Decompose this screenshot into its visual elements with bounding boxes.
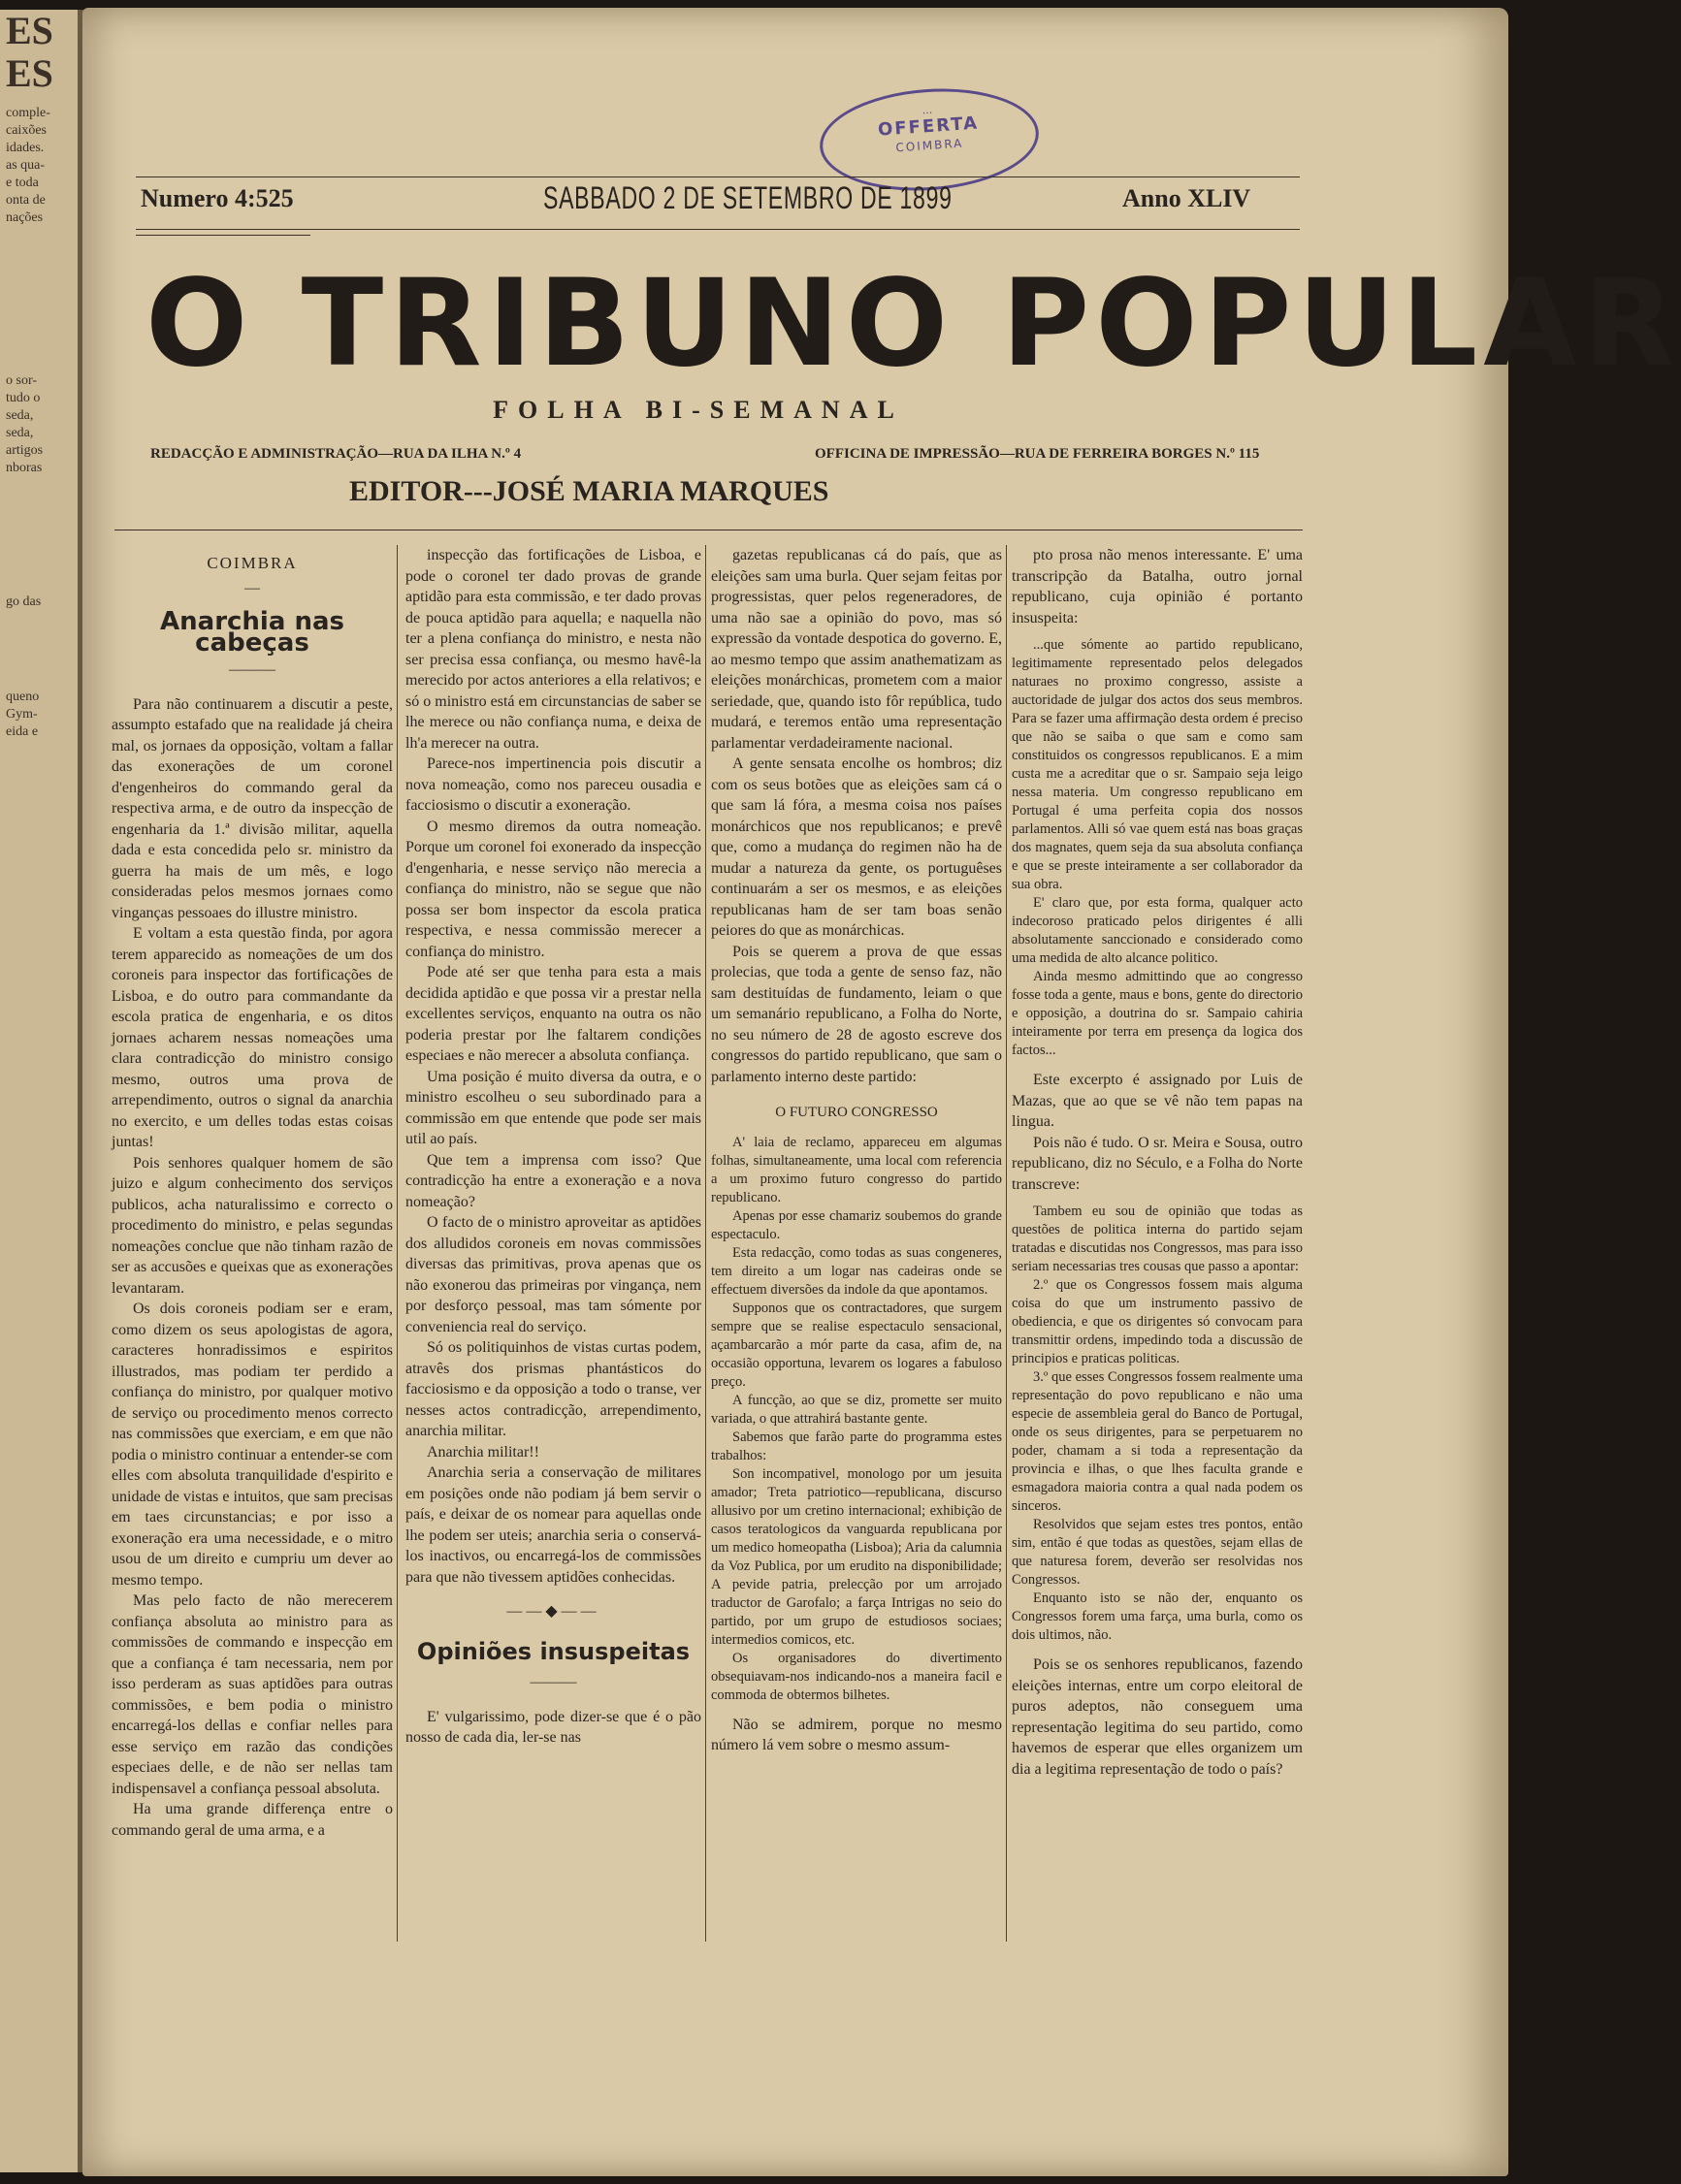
column-rule	[705, 545, 706, 1942]
paragraph: Parece-nos impertinencia pois discutir a nova nomeação, como nos pareceu ousadia e facciosismo o discutir a exoneração.	[405, 755, 701, 814]
left-page-fragment: o sor-	[6, 373, 37, 388]
paragraph: 3.º que esses Congressos fossem realmente uma representação do povo republicano e não uma especie de assembleia geral do Banco de Portugal, onde os seus dirigentes, para se perpetuarem no poder, chamam a si toda a representação da provincia e ilhas, o que lhes faculta grande e esmagadora maioria contra a qual nada podem os sinceros.	[1012, 1369, 1303, 1514]
left-page-fragment: seda,	[6, 408, 34, 423]
subheading: O FUTURO CONGRESSO	[775, 1105, 938, 1120]
quote-paragraph: Ainda mesmo admittindo que ao congresso fosse toda a gente, maus e bons, gente do directorio e opposição, a doutrina do sr. Sampaio cahiria inteiramente por terra em presença da logica dos factos...	[1012, 969, 1303, 1058]
column-3	[711, 545, 1002, 1756]
left-page-fragment: eida e	[6, 724, 39, 739]
divider: ———	[530, 1674, 577, 1690]
left-page-fragment: queno	[6, 690, 40, 704]
left-page-fragment: comple-	[6, 106, 50, 120]
left-page-fragment: e toda	[6, 176, 39, 190]
paragraph: A' laia de reclamo, appareceu em algumas folhas, simultaneamente, uma local com referencia a um proximo futuro congresso do partido republicano.	[711, 1134, 1002, 1205]
column-rule	[1006, 545, 1007, 1942]
paragraph: Pode até ser que tenha para esta a mais decidida aptidão e que possa vir a prestar nella excellentes serviços, enquanto na outra os não poderia prestar por lhe faltarem condições especiaes e não merecer a absoluta confiança.	[405, 964, 701, 1064]
paragraph: A funcção, ao que se diz, promette ser muito variada, o que attrahirá bastante gente.	[711, 1392, 1002, 1427]
section-label: COIMBRA	[207, 554, 298, 572]
column-4	[1012, 545, 1303, 1780]
column-1	[112, 545, 393, 1841]
paragraph: O facto de o ministro aproveitar as aptidões dos alludidos coroneis em novas commissões diversas das primitivas, prova apenas que os não exonerou das primeiras por vingança, nem por desforço pessoal, mas tam sómente por conveniencia real do serviço.	[405, 1214, 701, 1335]
paragraph: gazetas republicanas cá do país, que as eleições sam uma burla. Quer sejam feitas por progressistas, quer pelos regeneradores, de uma não sae a opinião do povo, mas só expressão da vontade despotica do governo. E, ao mesmo tempo que assim anathematizam as eleições monárchicas, prometem com a maior seriedade, que, quando isto fôr república, tudo mudará, e teremos então uma representação parlamentar verdadeiramente nacional.	[711, 547, 1002, 752]
divider: ———	[229, 661, 275, 678]
left-page-fragment: nações	[6, 210, 44, 225]
paragraph: Os organisadores do divertimento obsequiavam-nos indicando-nos a maneira facil e commoda de obtermos bilhetes.	[711, 1650, 1002, 1703]
left-page-fragment: Gym-	[6, 707, 38, 722]
quote-paragraph: ...que sómente ao partido republicano, legitimamente representado pelos delegados naturaes no proximo congresso, assiste a auctoridade de julgar dos actos dos seus membros. Para se fazer uma affirmação desta ordem é preciso que não se saiba o que sam e como sam constituidos os congressos republicanos. E a mim custa me a acreditar que o sr. Sampaio seja leigo nessa materia. Um congresso republicano em Portugal é uma perfeita copia dos nossos parlamentos. Alli só vae quem está nas boas graças dos magnates, quem seja da sua absoluta confiança e que se preste inteiramente a ser collaborador da sua obra.	[1012, 637, 1303, 892]
officina-address: OFFICINA DE IMPRESSÃO—RUA DE FERREIRA BORGES N.º 115	[815, 446, 1260, 462]
issue-number: Numero 4:525	[141, 184, 294, 212]
paragraph: Pois senhores qualquer homem de são juizo e algum conhecimento dos serviços publicos, acha naturalissimo e correcto o procedimento do ministro, e pelas segundas nomeações conclue que não tinham razão de ser as accusões e queixas que as exonerações levantaram.	[112, 1154, 393, 1297]
paragraph: Anarchia seria a conservação de militares em posições onde não podiam já bem servir o país, e deixar de os nomear para aquellas onde lhe podem ser uteis; anarchia seria o conservá-los inactivos, ou encarregá-los de commissões para que não tivessem aptidões conhecidas.	[405, 1464, 701, 1586]
left-page-fragment: seda,	[6, 426, 34, 440]
paragraph: Mas pelo facto de não merecerem confiança absoluta ao ministro para as commissões de commando e inspecção em que a confiança é tam necessaria, nem por isso perderam as suas aptidões para outras commissões, e bem podia o ministro encarregá-los dellas e confiar nelles para esse serviço em razão das condições especiaes delle, e de não ser nellas tam indispensavel a confiança pessoal absoluta.	[112, 1592, 393, 1797]
paragraph: Para não continuarem a discutir a peste, assumpto estafado que na realidade já cheira mal, os jornaes da opposição, voltam a fallar das exonerações de um coronel d'engenheiros do commando geral da respectiva arma, e de outro da inspecção de engenharia da 1.ª divisão militar, aquella dada e esta concedida pelo sr. ministro da guerra ha mais de um mês, e logo consideradas pelos mesmos jornaes como vinganças pessoaes do illustre ministro.	[112, 695, 393, 921]
article-headline: Anarchia nas cabeças	[160, 607, 344, 658]
paragraph: Só os politiquinhos de vistas curtas podem, atravês dos prismas phantásticos do facciosismo e da opposição a todo o transe, ver nesses actos contradicção, arrependimento, anarchia militar.	[405, 1339, 701, 1439]
left-page-fragment: artigos	[6, 443, 44, 458]
issue-date: SABBADO 2 DE SETEMBRO DE 1899	[543, 180, 953, 215]
editor-line: EDITOR---JOSÉ MARIA MARQUES	[349, 475, 829, 507]
paragraph: Enquanto isto se não der, enquanto os Congressos forem uma farça, uma burla, como os dois ultimos, não.	[1012, 1590, 1303, 1643]
paragraph: Não se admirem, porque no mesmo número lá vem sobre o mesmo assum-	[711, 1716, 1002, 1753]
paragraph: Ha uma grande differença entre o commando geral de uma arma, e a	[112, 1801, 393, 1839]
paragraph: E' vulgarissimo, pode dizer-se que é o pão nosso de cada dia, ler-se nas	[405, 1708, 701, 1746]
paragraph: 2.º que os Congressos fossem mais alguma coisa do que um instrumento passivo de obediencia, e que os dirigentes só convocam para transmittir ordens, impedindo toda a discussão de principios e praticas politicas.	[1012, 1277, 1303, 1366]
column-rule	[397, 545, 398, 1942]
quote-paragraph: E' claro que, por esta forma, qualquer acto indecoroso praticado pelos dirigentes é alli absolutamente sanccionado e considerado como uma medida de alto alcance politico.	[1012, 895, 1303, 966]
paragraph: Sabemos que farão parte do programma estes trabalhos:	[711, 1429, 1002, 1463]
paragraph: Pois não é tudo. O sr. Meira e Sousa, outro republicano, diz no Século, e a Folha do Norte transcreve:	[1012, 1134, 1303, 1193]
redaccao-address: REDACÇÃO E ADMINISTRAÇÃO—RUA DA ILHA N.º 4	[150, 446, 522, 462]
paragraph: O mesmo diremos da outra nomeação. Porque um coronel foi exonerado da inspecção d'engenharia, e nesse serviço não merecia a confiança do ministro, não se segue que não possa ser bom inspector da escola pratica respectiva, e nessa commissão merecer a confiança do ministro.	[405, 818, 701, 960]
left-page-fragment: idades.	[6, 141, 45, 155]
issue-year: Anno XLIV	[1122, 184, 1251, 212]
paragraph: A gente sensata encolhe os hombros; diz com os seus botões que as eleições sam cá o que sam lá fóra, a mesma coisa nos países monárchicos que nos republicanos; e prevê que, como a mudança do regimen não ha de mudar a natureza da gente, os portuguêses continuarám a ser os mesmos, e as eleições republicanas ham de ser tam boas senão peiores do que as monárchicas.	[711, 755, 1002, 939]
paragraph: Anarchia militar!!	[427, 1443, 539, 1461]
masthead-title: O TRIBUNO POPULAR	[145, 254, 1681, 394]
paragraph: pto prosa não menos interessante. E' uma transcripção da Batalha, outro jornal republicano, cuja opinião é portanto insuspeita:	[1012, 547, 1303, 626]
divider: —	[244, 579, 260, 596]
paragraph: Os dois coroneis podiam ser e eram, como dizem os seus apologistas de agora, caracteres honradissimos e espiritos illustrados, mas podiam ter perdido a confiança do ministro, por qualquer motivo de serviço ou procedimento menos correcto nas commissões que exerciam, e em que não podia o ministro continuar a entender-se com elles com absoluta tranquilidade d'espirito e unidade de vistas e intuitos, que sam precisas em taes circunstancias; e por isso a exoneração era uma necessidade, e o mitro usou de um direito e cumpriu um dever ao mesmo tempo.	[112, 1301, 393, 1589]
paragraph: Tambem eu sou de opinião que todas as questões de politica interna do partido sejam tratadas e discutidas nos Congressos, mas para isso seriam necessarias tres cousas que passo a apontar:	[1012, 1204, 1303, 1274]
left-page-fragment: go das	[6, 594, 42, 609]
paragraph: Pois se querem a prova de que essas prolecias, que toda a gente de senso faz, não sam destituídas de fundamento, leiam o que um semanário republicano, a Folha do Norte, no seu número de 28 de agosto escreve dos congressos do partido republicano, que sam o parlamento interno deste partido:	[711, 943, 1002, 1085]
paragraph: Uma posição é muito diversa da outra, e o ministro escolheu o seu subordinado para a commissão em que entende que pode ser mais util ao país.	[405, 1068, 701, 1147]
stamp-bottom-text: COIMBRA	[894, 136, 964, 155]
header-rule-bottom-left	[136, 235, 310, 236]
paragraph: Supponos que os contractadores, que surgem sempre que se realise espectaculo sensacional, açambarcarão a mór parte da casa, afim de, na occasião opportuna, levarem os logares a fabuloso preço.	[711, 1300, 1002, 1390]
paragraph: Pois se os senhores republicanos, fazendo eleições internas, entre um corpo eleitoral de puros adeptos, não conseguem uma representação legitima do seu partido, como havemos de esperar que elles organizem um dia a legitima representação de todo o país?	[1012, 1656, 1303, 1778]
masthead-subtitle: FOLHA BI-SEMANAL	[493, 396, 904, 424]
column-2	[405, 545, 701, 1749]
paragraph: Este excerpto é assignado por Luis de Mazas, que ao que se vê não tem papas na lingua.	[1012, 1072, 1303, 1130]
header-rule-bottom	[136, 229, 1300, 230]
left-page-fragment: caixões	[6, 123, 47, 138]
stamp-top-text: ...	[921, 103, 933, 117]
left-page-fragment: ES	[6, 51, 53, 95]
paragraph: Apenas por esse chamariz soubemos do grande espectaculo.	[711, 1207, 1002, 1242]
ornament-divider: ——◆——	[506, 1603, 600, 1620]
paragraph: Esta redacção, como todas as suas congeneres, tem direito a um logar nas cadeiras onde se effectuem diversões da indole da que apontamos.	[711, 1244, 1002, 1298]
left-page-fragment: nboras	[6, 461, 43, 475]
adjacent-page-fragment	[0, 10, 83, 2172]
paragraph: E voltam a esta questão finda, por agora terem apparecido as nomeações de um dos coroneis para inspector das fortificações de Lisboa, e do outro para commandante da escola pratica de engenharia, e os ditos jornaes acharem nessas nomeações uma clara contradicção do ministro consigo mesmo, outros uma prova de arrependimento, outros o signal da anarchia no exercito, e um delles todas estas coisas juntas!	[112, 925, 393, 1150]
paragraph: Que tem a imprensa com isso? Que contradicção ha entre a exoneração e a nova nomeação?	[405, 1151, 701, 1210]
article-headline-2: Opiniões insuspeitas	[416, 1637, 691, 1665]
left-page-fragment: as qua-	[6, 158, 46, 173]
paragraph: Resolvidos que sejam estes tres pontos, então sim, então é que todas as questões, sejam ellas de que naturesa forem, deverão ser resolvidas nos Congressos.	[1012, 1517, 1303, 1588]
paragraph: Son incompativel, monologo por um jesuita amador; Treta patriotico—republicana, discurso allusivo por um cretino internacional; exhibição de casos teratologicos da vanguarda republicana por um medico homeopatha (Lisboa); Aria da calumnia da Voz Publica, por um erudito na disponibilidade; A pevide patria, prelecção por um arrojado traductor de Garofalo; a farça Intrigas no seio do partido, por um grupo de estudiosos sociaes; intermedios comicos, etc.	[711, 1465, 1002, 1648]
left-page-fragment: ES	[6, 9, 53, 52]
paragraph: inspecção das fortificações de Lisboa, e pode o coronel ter dado provas de grande aptidão para esta commissão, e ter dado provas de pouca aptidão para aquella; e naquella não ter a plena confiança do ministro, e nesta não ser precisa essa confiança, ou mesmo havê-la merecido por actos anteriores a ella relativos; e só o ministro está em circunstancias de saber se lhe merece ou não confiança numa, e deixa de lh'a merecer na outra.	[405, 547, 701, 752]
stamp-main-text: OFFERTA	[877, 112, 980, 141]
left-page-fragment: onta de	[6, 193, 46, 208]
left-page-fragment: tudo o	[6, 391, 41, 405]
